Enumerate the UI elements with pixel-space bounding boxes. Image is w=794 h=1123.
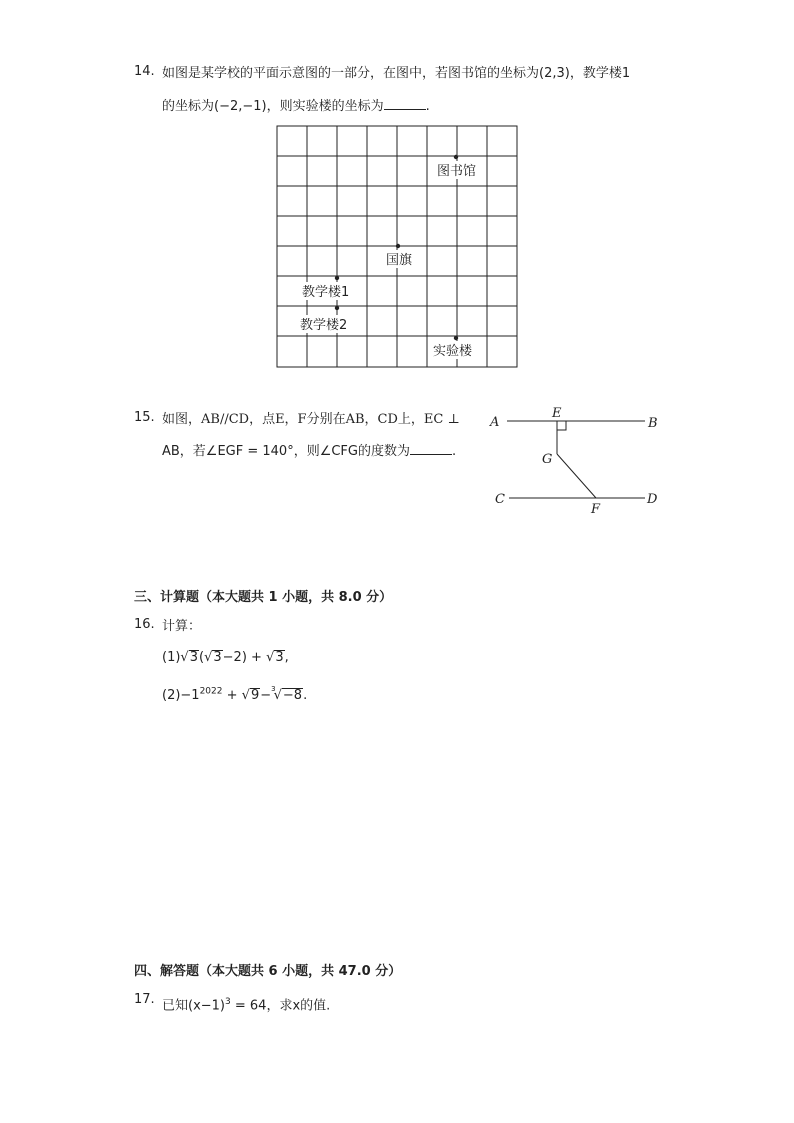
segment-gf bbox=[557, 454, 596, 498]
question-text: 已知$(x-1)^3 = 64$，求x的值. bbox=[162, 997, 331, 1014]
building1-label: 教学楼1 bbox=[302, 285, 350, 300]
library-label: 图书馆 bbox=[437, 164, 477, 179]
question-number: 14. bbox=[134, 64, 155, 79]
flag-label: 国旗 bbox=[386, 253, 413, 268]
school-grid-diagram bbox=[276, 125, 520, 371]
building2-point bbox=[335, 306, 339, 310]
question-text: AB，若∠EGF = 140°，则∠CFG的度数为 bbox=[162, 444, 410, 459]
point-f-label: F bbox=[591, 502, 601, 517]
answer-blank[interactable] bbox=[384, 97, 426, 110]
question-number: 16. bbox=[134, 617, 155, 632]
section-title-3: 三、计算题（本大题共 1 小题，共 8.0 分） bbox=[134, 590, 393, 605]
library-point bbox=[454, 155, 458, 159]
question-text-line-2: 的坐标为(−2,−1)，则实验楼的坐标为 . bbox=[162, 99, 430, 114]
flag-point bbox=[396, 244, 400, 248]
answer-blank[interactable] bbox=[410, 442, 452, 455]
point-a-label: A bbox=[490, 415, 500, 430]
lab-label: 实验楼 bbox=[433, 344, 473, 359]
point-g-label: G bbox=[542, 452, 553, 467]
point-b-label: B bbox=[648, 416, 658, 431]
part-1-expression: (1)√3(√3−2) + √3, bbox=[162, 650, 289, 665]
question-text-line-1: 如图是某学校的平面示意图的一部分，在图中，若图书馆的坐标为(2,3)，教学楼1 bbox=[162, 66, 631, 81]
building2-label: 教学楼2 bbox=[300, 318, 348, 333]
point-e-label: E bbox=[552, 406, 562, 421]
point-c-label: C bbox=[495, 492, 505, 507]
parallel-lines-diagram bbox=[485, 402, 665, 522]
question-text: 的坐标为(−2,−1)，则实验楼的坐标为 bbox=[162, 99, 384, 114]
question-number: 15. bbox=[134, 410, 155, 425]
question-intro: 计算： bbox=[162, 619, 202, 634]
part-2-expression: $(2)-1^{2022} + √9-^3√-8$. bbox=[162, 685, 308, 703]
point-d-label: D bbox=[647, 492, 658, 507]
building1-point bbox=[335, 276, 339, 280]
question-number: 17. bbox=[134, 992, 155, 1007]
question-text-line-1: 如图，AB//CD，点E，F分别在AB，CD上，EC ⊥ bbox=[162, 412, 460, 427]
right-angle-mark bbox=[557, 421, 566, 430]
section-title-4: 四、解答题（本大题共 6 小题，共 47.0 分） bbox=[134, 964, 402, 979]
question-text-line-2: AB，若∠EGF = 140°，则∠CFG的度数为 . bbox=[162, 444, 457, 459]
lab-point bbox=[454, 336, 458, 340]
